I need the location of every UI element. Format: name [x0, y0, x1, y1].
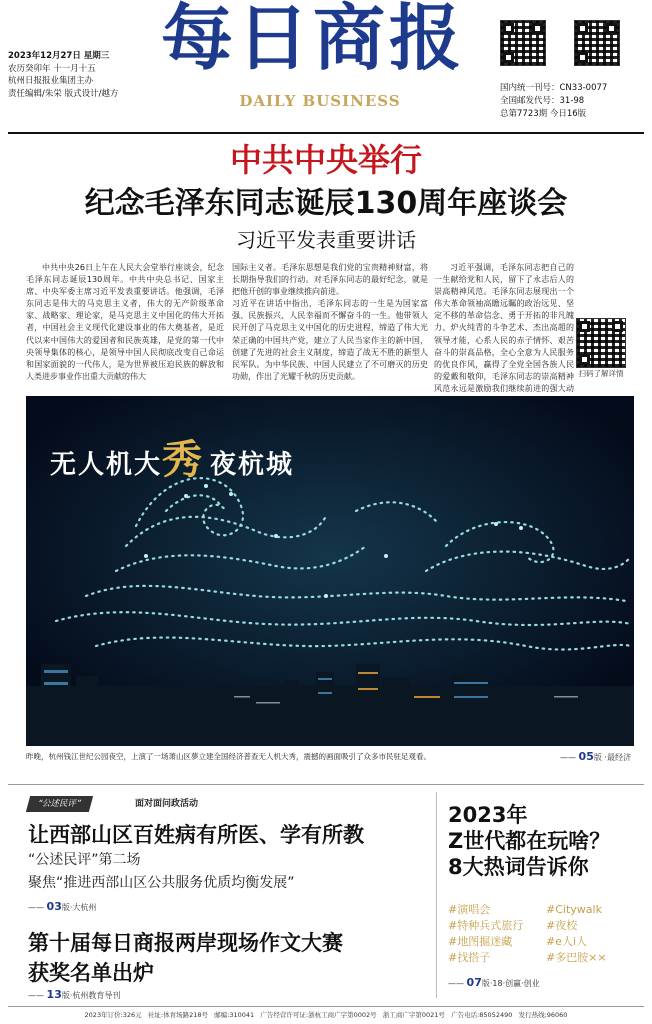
cn-number: 国内统一刊号：CN33-0077	[500, 83, 608, 93]
footer-item: 广告经营许可证:浙杭工商广字第0002号	[260, 1011, 377, 1019]
story-headline-2[interactable]: 第十届每日商报两岸现场作文大赛	[28, 931, 343, 955]
masthead-meta	[8, 50, 158, 100]
publisher: 杭州日报报业集团主办	[8, 76, 94, 87]
article-column-3: 习近平强调，毛泽东同志把自己的一生献给党和人民，留下了永志后人的崇高精神风范。毛泽东同志展现出一个伟大革命领袖高瞻远瞩的政治远见、坚定不移的革命信念、勇于开拓的非凡魄力、炉火纯青的斗争艺术、杰出高超的领导才能，心系人民的赤子情怀、艰苦奋斗的崇高品格，全心全意为人民服务的优良作风，赢得了全党全国各族人民的爱戴和敬仰，毛泽东同志的崇高精神风范永远是激励我们继续前进的强大动	[434, 263, 574, 393]
masthead-divider	[8, 132, 644, 134]
story-subline-2: 聚焦“推进西部山区公共服务优质均衡发展”	[28, 875, 295, 891]
lunar-date: 农历癸卯年 十一月十五	[8, 63, 96, 74]
zgen-headline-line3: 8大热词告诉你	[448, 855, 589, 879]
page-number: 05	[578, 750, 594, 763]
qr-code-icon[interactable]	[500, 20, 546, 66]
headline-subline: 习近平发表重要讲话	[236, 228, 416, 252]
story-headline-2-line2[interactable]: 获奖名单出炉	[28, 961, 154, 985]
publication-info	[500, 82, 648, 121]
column-tag: “公述民评”	[26, 796, 93, 812]
column-tag-sub: 面对面问政活动	[135, 799, 199, 809]
story-2-page-ref[interactable]: —— 13版·杭州教育导刊	[28, 988, 121, 1001]
page-number: 07	[466, 976, 482, 989]
page-label: 版 ·最经济	[593, 753, 631, 762]
footer-divider	[8, 1006, 644, 1007]
column-divider	[436, 792, 437, 998]
keyword-8: #多巴胺××	[546, 951, 607, 964]
newspaper-title: 每日商报	[160, 0, 465, 80]
footer-item: 2023年订价:326元	[84, 1011, 142, 1019]
page-label: 版·18·创赢·创业	[481, 979, 540, 988]
editors: 责任编辑/朱栄 版式设计/越方	[8, 88, 119, 99]
page-number: 03	[46, 900, 62, 913]
zgen-headline-line2: Z世代都在玩啥？	[448, 829, 611, 853]
photo-title-part-c: 夜杭城	[210, 450, 295, 480]
zgen-headline-line1: 2023年	[448, 803, 528, 827]
section-divider	[8, 784, 644, 785]
keyword-5: #地图掘迷藏	[448, 935, 513, 948]
zgen-page-ref[interactable]: —— 07版·18·创赢·创业	[448, 976, 540, 989]
keyword-7: #找搭子	[448, 951, 491, 964]
qr-caption: 扫码了解详情	[578, 369, 624, 378]
article-column-1: 中共中央26日上午在人民大会堂举行座谈会，纪念毛泽东同志诞辰130周年。中共中央总书记、国家主席、中央军委主席习近平发表重要讲话。他强调，毛泽东同志是伟大的马克思主义者，伟大的无产阶级革命家、战略家、理论家，是马克思主义中国化的伟大开拓者，中国社会主义现代化建设事业的伟大奠基者，是近代以来中国伟大的爱国者和民族英雄，是党的第一代中央领导集体的核心，是领导中国人民彻底改变自己命运和国家面貌的一代伟人，是为世界被压迫民族的解放和人类进步事业作出重大贡献的伟大	[26, 263, 224, 381]
photo-page-ref[interactable]: —— 05版 ·最经济	[560, 750, 631, 763]
footer-item: 浙工商广字第0021号	[382, 1011, 445, 1019]
article-qr-code-icon[interactable]	[576, 318, 626, 368]
headline-line1[interactable]: 中共中央举行	[229, 141, 422, 179]
issue-date: 2023年12月27日 星期三	[8, 51, 110, 61]
photo-title-part-a: 无人机大	[50, 450, 163, 480]
post-code: 全国邮发代号：31-98	[500, 96, 585, 106]
newspaper-title-en: DAILY BUSINESS	[239, 92, 401, 110]
story-1-page-ref[interactable]: —— 03版·大杭州	[28, 900, 97, 913]
footer	[0, 1008, 652, 1022]
page-number: 13	[46, 988, 62, 1001]
story-subline-1: “公述民评”第二场	[28, 852, 141, 868]
keyword-1: #演唱会	[448, 903, 491, 916]
footer-item: 发行热线:96060	[518, 1011, 568, 1019]
keyword-3: #特种兵式旅行	[448, 919, 524, 932]
keyword-2: #Citywalk	[546, 903, 602, 916]
article-column-2: 国际主义者。毛泽东思想是我们党的宝贵精神财富，将长期指导我们的行动。对毛泽东同志的最好纪念，就是把他开创的事业继续推向前进。 习近平在讲话中指出，毛泽东同志的一生是为国家富强、民族振兴、人民幸福而不懈奋斗的一生。他带领人民开创了马克思主义中国化的历史进程，缔造了伟大光荣正确的中国共产党，建立了人民当家作主的新中国，创建了先进的社会主义制度，缔造了战无不胜的新型人民军队。为中华民族、中国人民建立了不可磨灭的历史功勋，作出了光耀千秋的历史贡献。	[232, 263, 428, 381]
photo-title-highlight: 秀	[162, 436, 205, 483]
headline-line2[interactable]: 纪念毛泽东同志诞辰130周年座谈会	[84, 186, 568, 221]
page-label: 版·杭州教育导刊	[61, 991, 121, 1000]
qr-code-icon[interactable]	[574, 20, 620, 66]
footer-item: 社址:体育场路218号	[147, 1011, 208, 1019]
keyword-6: #e人i人	[546, 935, 588, 948]
photo-caption: 昨晚，杭州钱江世纪公园夜空，上演了一场萧山区夢立建全国经济普查无人机大秀，震撼的画面吸引了众多市民驻足观看。	[26, 752, 431, 761]
zgen-headline[interactable]	[448, 802, 610, 880]
photo-title	[50, 428, 294, 485]
story-headline-1[interactable]: 让西部山区百姓病有所医、学有所教	[28, 823, 364, 847]
keyword-4: #夜校	[546, 919, 578, 932]
footer-item: 广告电话:85052490	[451, 1011, 513, 1019]
issue-number: 总第7723期 今日16版	[500, 109, 587, 119]
footer-item: 邮编:310041	[214, 1011, 255, 1019]
page-label: 版·大杭州	[61, 903, 97, 912]
